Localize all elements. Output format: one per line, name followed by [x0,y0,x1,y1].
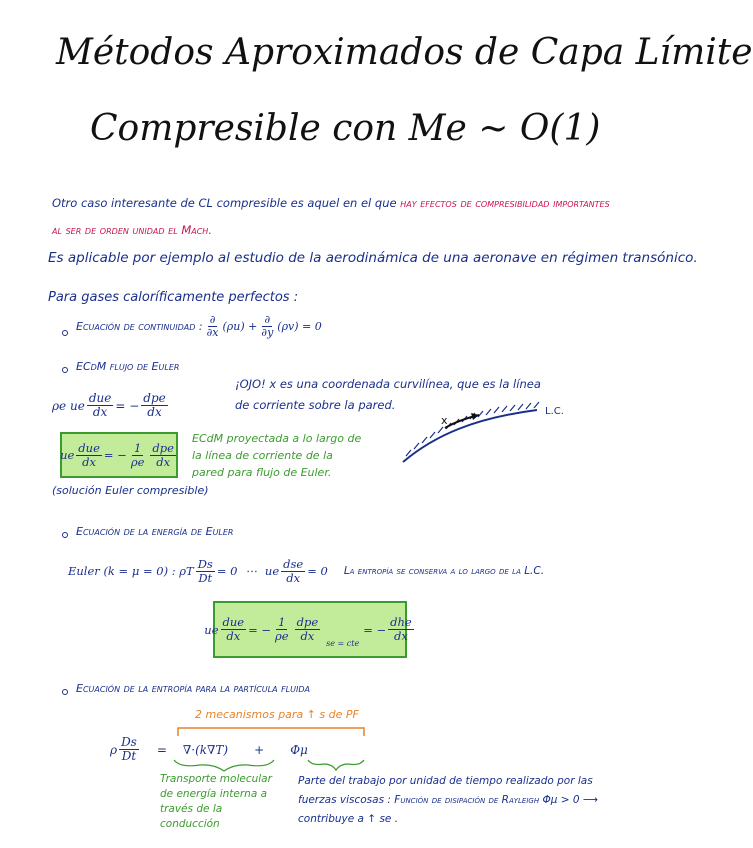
entropy-note2a: Parte del trabajo por unidad de tiempo realizado por las fuerzas viscosas : [298,775,593,806]
continuity-frac-x-den: ∂x [206,326,219,340]
energy-box-eq2: = − [363,622,387,637]
energy-box-frac-due-den: dx [226,629,241,643]
conduction-underbrace [174,760,274,771]
euler-equation [52,392,170,419]
euler-label: ECdM flujo de Euler [76,360,180,373]
euler-boxed-eq: = − [103,448,127,462]
euler-frac-dpe-den: dx [147,405,162,420]
entropy-term1: ∇·(k∇T) [182,742,229,757]
euler-warning-note: ¡OJO! x es una coordenada curvilínea, que es la línea de corriente sobre la pared. [235,377,541,412]
euler-boxed-frac-due-den: dx [82,454,97,469]
entropy-dissipation-note [298,772,598,829]
energy-box-frac-dpe-num: dpe [296,615,319,630]
energy-frac-Ds-num: Ds [197,557,213,571]
bullet-entropy [62,689,68,695]
entropy-conduction-note: Transporte molecular de energía interna a través de la conducción [160,773,272,830]
euler-eq: = − [115,398,140,413]
energy-frac-Ds [196,558,215,584]
euler-boxed-frac-dpe-den: dx [156,454,171,469]
euler-boxed-frac-due-num: due [78,440,100,455]
energy-box-frac-dhe [388,616,414,642]
entropy-frac-Ds-den: Dt [121,749,137,764]
diagram-lc-label: L.C. [545,406,564,417]
euler-boxed-lhs: ue [60,448,75,462]
euler-frac-dpe [141,392,167,419]
energy-box-eq1: = − [248,622,272,637]
euler-boxed-frac-inv-rho-num: 1 [133,440,142,455]
continuity-term2: (ρv) = 0 [277,320,322,334]
continuity-frac-y [259,314,275,339]
euler-frac-due-den: dx [92,405,108,420]
euler-frac-dpe-num: dpe [143,391,166,405]
energy-box-frac-dpe-den: dx [300,629,315,643]
energy-frac-Ds-den: Dt [198,570,213,585]
wall-streamline-diagram [395,400,595,470]
continuity-frac-x-num: ∂ [209,313,216,326]
energy-box-frac-dpe [295,616,321,642]
wall-hatching [406,402,539,456]
entropy-frac-Ds-num: Ds [121,735,137,749]
euler-frac-due [87,392,114,419]
continuity-term1: (ρu) + [222,320,258,334]
energy-label: Ecuación de la energía de Euler [76,525,234,538]
energy-box-sub: se = cte [326,639,360,648]
energy-mid: = 0 [216,564,238,579]
continuity-equation [76,314,322,339]
intro-paragraph [52,190,612,244]
energy-equation [68,558,544,584]
intro-line2: Es aplicable por ejemplo al estudio de la aerodinámica de una aeronave en régimen transónico. [48,250,698,266]
energy-box-frac-inv-rho-den: ρe [275,629,289,643]
entropy-underbraces [170,758,370,772]
energy-frac-dse-num: dse [283,557,304,571]
bullet-euler [62,367,68,373]
energy-box-ue: ue [204,622,219,637]
entropy-label: Ecuación de la entropía para la partícula fluida [76,682,310,695]
energy-note: La entropía se conserva a lo largo de la L.C. [343,565,545,578]
entropy-note2c: Φμ > 0 ⟶ contribuye a ↑ se . [298,794,598,825]
euler-boxed-frac-inv-rho [129,442,147,468]
euler-boxed-frac-dpe [150,442,176,468]
entropy-frac-Ds [119,736,139,763]
energy-boxed-equation [204,601,412,658]
continuity-frac-x [205,314,221,339]
dissipation-underbrace [308,760,364,770]
euler-frac-due-num: due [88,391,112,405]
energy-rhs: = 0 [307,564,328,579]
intro-line3: Para gases caloríficamente perfectos : [48,290,299,305]
euler-lhs: ρe ue [52,398,85,413]
page-title: Métodos Aproximados de Capa Límite [56,32,753,73]
energy-box-frac-inv-rho [273,616,291,642]
entropy-rho: ρ [110,742,118,757]
energy-dots: ⋯ [245,564,257,579]
energy-box-frac-due-num: due [222,615,245,630]
continuity-frac-y-den: ∂y [261,326,274,340]
energy-box-frac-inv-rho-num: 1 [278,615,286,630]
diagram-x-label: x [441,414,448,427]
euler-solution-note: (solución Euler compresible) [52,484,209,497]
entropy-note2b: Función de disipación de Rayleigh [394,794,540,806]
bullet-energy [62,532,68,538]
entropy-eq: = [156,742,167,757]
bullet-continuity [62,330,68,336]
intro-text: Otro caso interesante de CL compresible es aquel en el que [52,196,397,210]
energy-frac-dse [281,558,305,584]
entropy-plus: + [254,742,265,757]
energy-lhs: Euler (k = μ = 0) : ρT [68,564,194,579]
entropy-mechanisms-label: 2 mecanismos para ↑ s de PF [195,708,359,721]
energy-box-frac-dhe-num: dhe [390,615,412,630]
euler-boxed-frac-dpe-num: dpe [152,440,174,455]
intro-highlight: hay efectos de compresibilidad importantes al ser de orden unidad el Mach. [52,196,610,237]
energy-frac-dse-den: dx [286,570,301,585]
energy-box-frac-dhe-den: dx [394,629,408,643]
energy-box-frac-due [221,616,247,642]
energy-ue: ue [264,564,280,579]
page-subtitle: Compresible con Me ~ O(1) [90,108,601,149]
euler-green-note: ECdM proyectada a lo largo de la línea de corriente de la pared para flujo de Euler. [192,432,362,479]
euler-boxed-frac-inv-rho-den: ρe [130,454,145,469]
entropy-term2: Φμ [290,742,308,757]
euler-boxed-equation [60,432,178,478]
euler-boxed-frac-due [76,442,102,468]
continuity-label: Ecuación de continuidad : [76,320,203,334]
continuity-frac-y-num: ∂ [264,313,271,326]
